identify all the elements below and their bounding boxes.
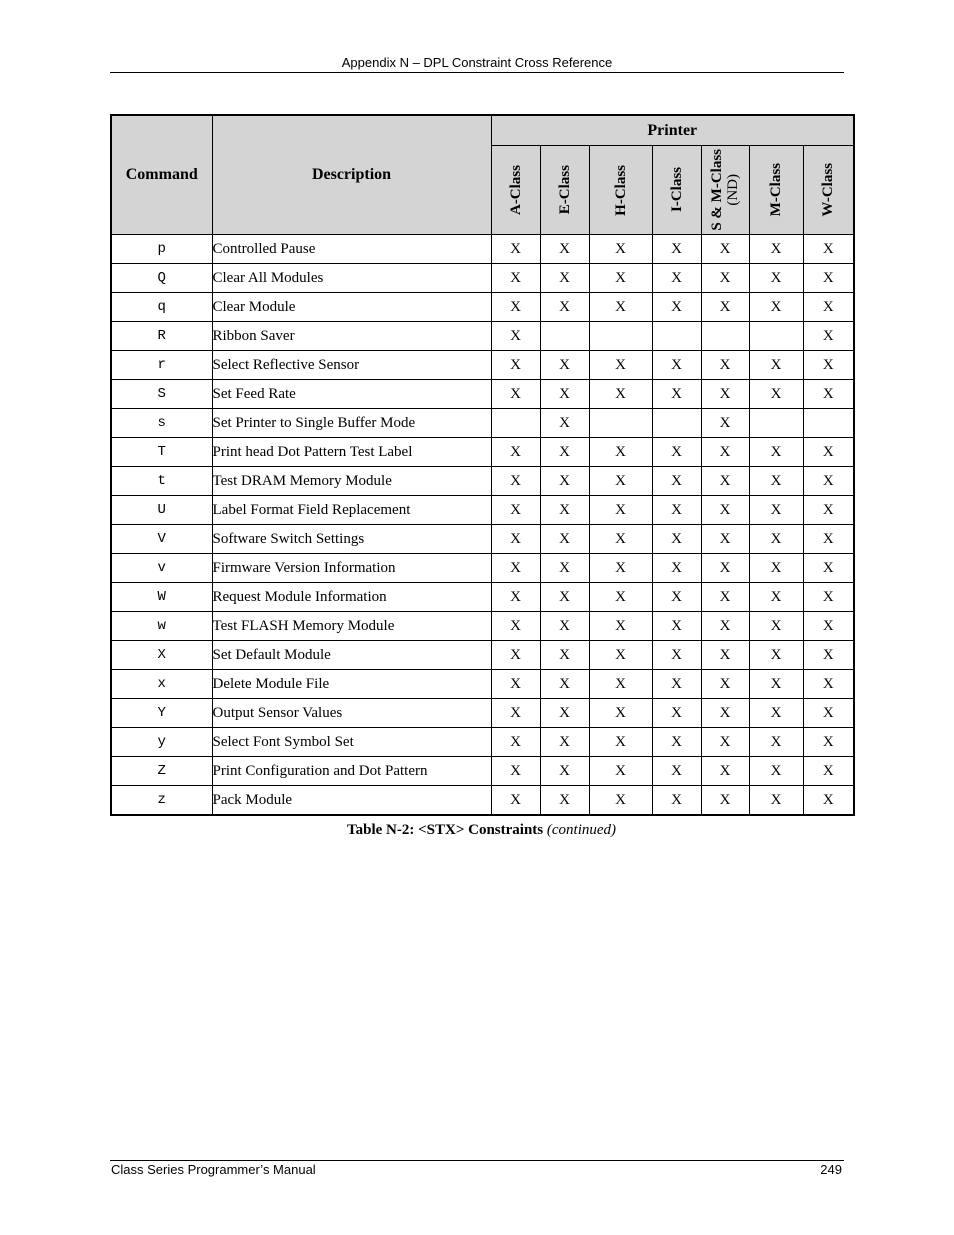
support-mark-cell: X: [652, 351, 701, 380]
support-mark-cell: X: [652, 496, 701, 525]
support-mark-cell: X: [589, 670, 652, 699]
description-cell: Test FLASH Memory Module: [212, 612, 491, 641]
class-header-a: A-Class: [491, 146, 540, 235]
support-mark-cell: X: [491, 235, 540, 264]
table-row: [111, 293, 854, 322]
command-cell: Z: [111, 757, 212, 786]
support-mark-cell: X: [540, 699, 589, 728]
description-cell: Delete Module File: [212, 670, 491, 699]
class-header-w: W-Class: [803, 146, 854, 235]
command-cell: v: [111, 554, 212, 583]
support-mark-cell: X: [589, 351, 652, 380]
support-mark-cell: X: [491, 554, 540, 583]
command-cell: T: [111, 438, 212, 467]
table-row: [111, 699, 854, 728]
support-mark-cell: X: [701, 438, 749, 467]
description-cell: Test DRAM Memory Module: [212, 467, 491, 496]
command-cell: r: [111, 351, 212, 380]
support-mark-cell: X: [491, 467, 540, 496]
support-mark-cell: X: [491, 641, 540, 670]
support-mark-cell: X: [803, 351, 854, 380]
support-mark-cell: X: [749, 467, 803, 496]
support-mark-cell: X: [540, 612, 589, 641]
support-mark-cell: X: [589, 293, 652, 322]
table-body: [111, 235, 854, 816]
support-mark-cell: X: [701, 409, 749, 438]
table-caption: [110, 822, 853, 839]
support-mark-cell: X: [803, 728, 854, 757]
support-mark-cell: X: [652, 583, 701, 612]
support-mark-cell: X: [803, 264, 854, 293]
table-row: [111, 612, 854, 641]
support-mark-cell: X: [491, 380, 540, 409]
support-mark-cell: X: [803, 554, 854, 583]
table-row: [111, 757, 854, 786]
support-mark-cell: X: [701, 554, 749, 583]
support-mark-cell: X: [491, 786, 540, 816]
support-mark-cell: X: [652, 467, 701, 496]
support-mark-cell: X: [803, 786, 854, 816]
support-mark-cell: X: [589, 264, 652, 293]
footer-divider: [110, 1160, 844, 1161]
table-row: [111, 786, 854, 816]
support-mark-cell: X: [652, 293, 701, 322]
support-mark-cell: X: [589, 525, 652, 554]
support-mark-cell: X: [589, 554, 652, 583]
support-mark-cell: X: [803, 612, 854, 641]
support-mark-cell: X: [589, 380, 652, 409]
class-header-h: H-Class: [589, 146, 652, 235]
support-mark-cell: X: [701, 496, 749, 525]
support-mark-cell: X: [749, 699, 803, 728]
support-mark-cell: X: [803, 496, 854, 525]
page-number: 249: [820, 1162, 842, 1177]
description-cell: Select Reflective Sensor: [212, 351, 491, 380]
support-mark-cell: X: [491, 583, 540, 612]
support-mark-cell: X: [491, 438, 540, 467]
support-mark-cell: X: [540, 351, 589, 380]
support-mark-cell: X: [803, 322, 854, 351]
support-mark-cell: X: [491, 351, 540, 380]
support-mark-cell: X: [652, 699, 701, 728]
class-header-m: M-Class: [749, 146, 803, 235]
support-mark-cell: X: [491, 525, 540, 554]
support-mark-cell: X: [540, 525, 589, 554]
command-cell: Q: [111, 264, 212, 293]
support-mark-cell: X: [749, 293, 803, 322]
support-mark-cell: X: [803, 670, 854, 699]
description-cell: Set Default Module: [212, 641, 491, 670]
description-cell: Set Feed Rate: [212, 380, 491, 409]
description-cell: Pack Module: [212, 786, 491, 816]
support-mark-cell: [652, 409, 701, 438]
support-mark-cell: X: [803, 583, 854, 612]
class-header-s-m: S & M-Class (ND): [701, 146, 749, 235]
description-cell: Controlled Pause: [212, 235, 491, 264]
constraints-table: [110, 114, 855, 816]
support-mark-cell: [589, 322, 652, 351]
support-mark-cell: X: [589, 757, 652, 786]
table-row: [111, 322, 854, 351]
support-mark-cell: X: [701, 235, 749, 264]
support-mark-cell: X: [749, 757, 803, 786]
support-mark-cell: [491, 409, 540, 438]
support-mark-cell: X: [803, 235, 854, 264]
description-cell: Request Module Information: [212, 583, 491, 612]
class-header-i: I-Class: [652, 146, 701, 235]
support-mark-cell: X: [652, 786, 701, 816]
table-row: [111, 670, 854, 699]
command-cell: z: [111, 786, 212, 816]
support-mark-cell: X: [652, 728, 701, 757]
description-cell: Print Configuration and Dot Pattern: [212, 757, 491, 786]
support-mark-cell: X: [701, 786, 749, 816]
description-cell: Ribbon Saver: [212, 322, 491, 351]
support-mark-cell: X: [652, 612, 701, 641]
support-mark-cell: X: [652, 757, 701, 786]
description-cell: Label Format Field Replacement: [212, 496, 491, 525]
command-cell: V: [111, 525, 212, 554]
table-row: [111, 554, 854, 583]
support-mark-cell: X: [540, 380, 589, 409]
support-mark-cell: X: [540, 786, 589, 816]
support-mark-cell: [803, 409, 854, 438]
support-mark-cell: X: [749, 525, 803, 554]
support-mark-cell: X: [701, 525, 749, 554]
support-mark-cell: X: [540, 293, 589, 322]
support-mark-cell: X: [749, 641, 803, 670]
command-cell: X: [111, 641, 212, 670]
table-row: [111, 235, 854, 264]
support-mark-cell: X: [701, 380, 749, 409]
support-mark-cell: X: [540, 757, 589, 786]
support-mark-cell: X: [701, 293, 749, 322]
description-cell: Software Switch Settings: [212, 525, 491, 554]
table-row: [111, 525, 854, 554]
support-mark-cell: X: [589, 583, 652, 612]
support-mark-cell: X: [589, 786, 652, 816]
support-mark-cell: X: [803, 438, 854, 467]
support-mark-cell: X: [491, 670, 540, 699]
command-cell: R: [111, 322, 212, 351]
caption-continued: (continued): [546, 822, 617, 838]
support-mark-cell: [589, 409, 652, 438]
support-mark-cell: X: [749, 496, 803, 525]
table-row: [111, 583, 854, 612]
support-mark-cell: X: [540, 728, 589, 757]
support-mark-cell: X: [749, 670, 803, 699]
description-column-header: Description: [212, 115, 491, 235]
support-mark-cell: X: [749, 728, 803, 757]
support-mark-cell: X: [749, 583, 803, 612]
command-cell: Y: [111, 699, 212, 728]
class-header-e: E-Class: [540, 146, 589, 235]
support-mark-cell: X: [701, 351, 749, 380]
table-row: [111, 409, 854, 438]
command-cell: w: [111, 612, 212, 641]
table-row: [111, 438, 854, 467]
support-mark-cell: X: [749, 264, 803, 293]
page-header: Appendix N – DPL Constraint Cross Reference: [341, 55, 613, 70]
command-cell: y: [111, 728, 212, 757]
command-cell: p: [111, 235, 212, 264]
table-row: [111, 351, 854, 380]
support-mark-cell: X: [491, 496, 540, 525]
support-mark-cell: X: [803, 467, 854, 496]
support-mark-cell: X: [749, 351, 803, 380]
support-mark-cell: X: [491, 757, 540, 786]
support-mark-cell: [749, 322, 803, 351]
description-cell: Print head Dot Pattern Test Label: [212, 438, 491, 467]
support-mark-cell: X: [803, 641, 854, 670]
support-mark-cell: X: [589, 612, 652, 641]
support-mark-cell: X: [749, 235, 803, 264]
support-mark-cell: X: [749, 612, 803, 641]
support-mark-cell: X: [652, 641, 701, 670]
support-mark-cell: [701, 322, 749, 351]
support-mark-cell: X: [491, 728, 540, 757]
command-cell: U: [111, 496, 212, 525]
support-mark-cell: X: [749, 380, 803, 409]
support-mark-cell: X: [701, 467, 749, 496]
support-mark-cell: X: [652, 235, 701, 264]
support-mark-cell: [652, 322, 701, 351]
support-mark-cell: X: [589, 235, 652, 264]
support-mark-cell: X: [803, 699, 854, 728]
support-mark-cell: X: [701, 641, 749, 670]
table-row: [111, 496, 854, 525]
support-mark-cell: X: [491, 699, 540, 728]
command-cell: W: [111, 583, 212, 612]
header-divider: [110, 72, 844, 73]
description-cell: Select Font Symbol Set: [212, 728, 491, 757]
description-cell: Output Sensor Values: [212, 699, 491, 728]
support-mark-cell: X: [701, 612, 749, 641]
support-mark-cell: [540, 322, 589, 351]
printer-group-header: Printer: [491, 115, 854, 146]
support-mark-cell: X: [652, 264, 701, 293]
support-mark-cell: X: [491, 293, 540, 322]
command-cell: S: [111, 380, 212, 409]
support-mark-cell: X: [701, 699, 749, 728]
support-mark-cell: X: [491, 264, 540, 293]
description-cell: Clear All Modules: [212, 264, 491, 293]
support-mark-cell: X: [540, 641, 589, 670]
support-mark-cell: X: [589, 496, 652, 525]
support-mark-cell: X: [540, 235, 589, 264]
support-mark-cell: X: [540, 438, 589, 467]
support-mark-cell: X: [589, 699, 652, 728]
table-row: [111, 264, 854, 293]
table-row: [111, 380, 854, 409]
command-cell: x: [111, 670, 212, 699]
support-mark-cell: X: [652, 438, 701, 467]
support-mark-cell: X: [652, 525, 701, 554]
support-mark-cell: X: [491, 612, 540, 641]
support-mark-cell: X: [803, 757, 854, 786]
support-mark-cell: X: [701, 728, 749, 757]
support-mark-cell: X: [540, 583, 589, 612]
command-cell: q: [111, 293, 212, 322]
footer-manual-title: Class Series Programmer’s Manual: [111, 1162, 316, 1177]
support-mark-cell: X: [701, 583, 749, 612]
support-mark-cell: X: [540, 409, 589, 438]
support-mark-cell: X: [701, 264, 749, 293]
support-mark-cell: X: [701, 757, 749, 786]
table-row: [111, 467, 854, 496]
description-cell: Clear Module: [212, 293, 491, 322]
support-mark-cell: X: [749, 554, 803, 583]
support-mark-cell: [749, 409, 803, 438]
support-mark-cell: X: [589, 728, 652, 757]
description-cell: Firmware Version Information: [212, 554, 491, 583]
support-mark-cell: X: [589, 438, 652, 467]
support-mark-cell: X: [589, 641, 652, 670]
support-mark-cell: X: [540, 264, 589, 293]
command-cell: t: [111, 467, 212, 496]
caption-label: Table N-2: <STX> Constraints: [346, 822, 544, 838]
support-mark-cell: X: [652, 380, 701, 409]
support-mark-cell: X: [540, 467, 589, 496]
support-mark-cell: X: [491, 322, 540, 351]
command-column-header: Command: [111, 115, 212, 235]
support-mark-cell: X: [803, 293, 854, 322]
support-mark-cell: X: [749, 438, 803, 467]
support-mark-cell: X: [540, 670, 589, 699]
support-mark-cell: X: [540, 496, 589, 525]
description-cell: Set Printer to Single Buffer Mode: [212, 409, 491, 438]
support-mark-cell: X: [701, 670, 749, 699]
command-cell: s: [111, 409, 212, 438]
support-mark-cell: X: [540, 554, 589, 583]
support-mark-cell: X: [652, 554, 701, 583]
support-mark-cell: X: [749, 786, 803, 816]
table-row: [111, 641, 854, 670]
support-mark-cell: X: [803, 525, 854, 554]
support-mark-cell: X: [589, 467, 652, 496]
support-mark-cell: X: [803, 380, 854, 409]
support-mark-cell: X: [652, 670, 701, 699]
table-row: [111, 728, 854, 757]
